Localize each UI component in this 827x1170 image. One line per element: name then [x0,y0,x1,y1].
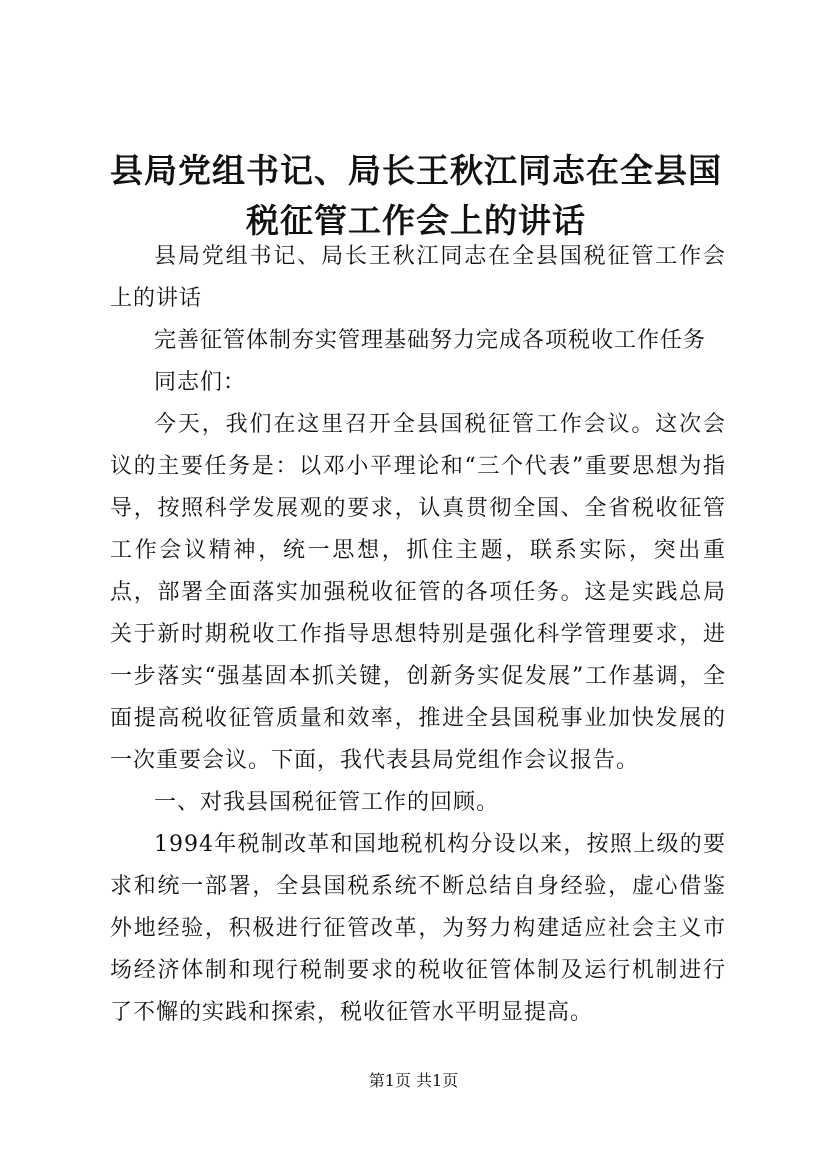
document-title: 县局党组书记、局长王秋江同志在全县国税征管工作会上的讲话 [110,151,722,240]
section-heading: 一、对我县国税征管工作的回顾。 [154,790,500,815]
page-footer: 第1页 共1页 [368,1071,459,1090]
paragraph-theme: 完善征管体制夯实管理基础努力完成各项税收工作任务 [154,328,707,353]
paragraph-review: 1994年税制改革和国地税机构分设以来，按照上级的要求和统一部署，全县国税系统不断总结自身经验，虚心借鉴外地经验，积极进行征管改革，为努力构建适应社会主义市场经济体制和现行税制要求的税收征管体制及运行机制进行了不懈的实践和探索，税收征管水平明显提高。 [110,832,726,1025]
paragraph-introduction: 今天，我们在这里召开全县国税征管工作会议。这次会议的主要任务是：以邓小平理论和“三个代表”重要思想为指导，按照科学发展观的要求，认真贯彻全国、全省税收征管工作会议精神，统一思想，抓住主题，联系实际，突出重点，部署全面落实加强税收征管的各项任务。这是实践总局关于新时期税收工作指导思想特别是强化科学管理要求，进一步落实“强基固本抓关键，创新务实促发展”工作基调，全面提高税收征管质量和效率，推进全县国税事业加快发展的一次重要会议。下面，我代表县局党组作会议报告。 [110,412,726,773]
paragraph-subject: 县局党组书记、局长王秋江同志在全县国税征管工作会上的讲话 [110,244,726,311]
document-body [110,236,726,1034]
paragraph-salutation: 同志们： [154,370,247,395]
